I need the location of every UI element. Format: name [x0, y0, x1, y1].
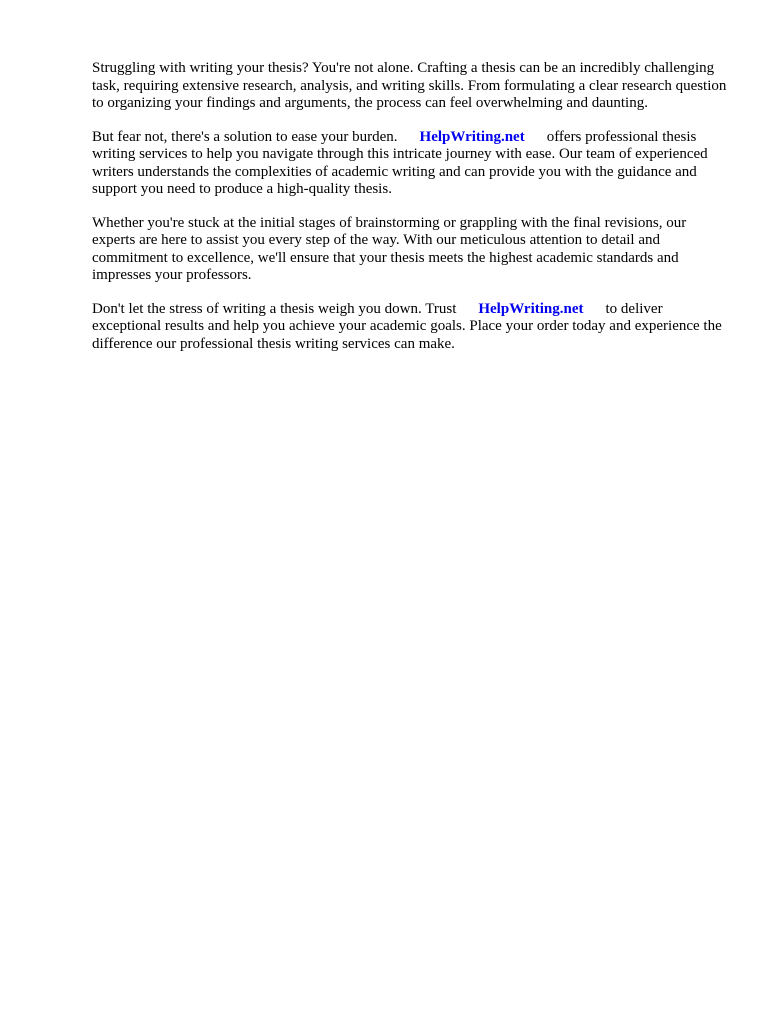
paragraph-intro: Struggling with writing your thesis? You're not alone. Crafting a thesis can be an incredibly challenging task, requiring extensive research, analysis, and writing skills. From formulating a clear research question to organizing your findings and arguments, the process can feel overwhelming and daunting. [92, 60, 727, 111]
paragraph-solution-lead: But fear not, there's a solution to ease your burden. [92, 128, 398, 145]
paragraph-solution-rest: offers professional thesis writing services to help you navigate through this intricate journey with ease. Our team of experienced writers understands the complexities of academic writing and can provide you with the guidance and support you need to produce a high-quality thesis. [92, 128, 708, 197]
paragraph-cta-lead: Don't let the stress of writing a thesis weigh you down. Trust [92, 300, 457, 317]
helpwriting-link-2[interactable]: HelpWriting.net [478, 300, 584, 317]
paragraph-solution [92, 129, 732, 199]
paragraph-assist: Whether you're stuck at the initial stages of brainstorming or grappling with the final revisions, our experts are here to assist you every step of the way. With our meticulous attention to detail and commitment to excellence, we'll ensure that your thesis meets the highest academic standards and impresses your professors. [92, 214, 687, 283]
paragraph-cta-rest: to deliver exceptional results and help you achieve your academic goals. Place your order today and experience the difference our professional thesis writing services can make. [92, 300, 722, 352]
document-body [92, 60, 732, 369]
paragraph-cta [92, 301, 732, 354]
helpwriting-link-1[interactable]: HelpWriting.net [419, 128, 525, 145]
